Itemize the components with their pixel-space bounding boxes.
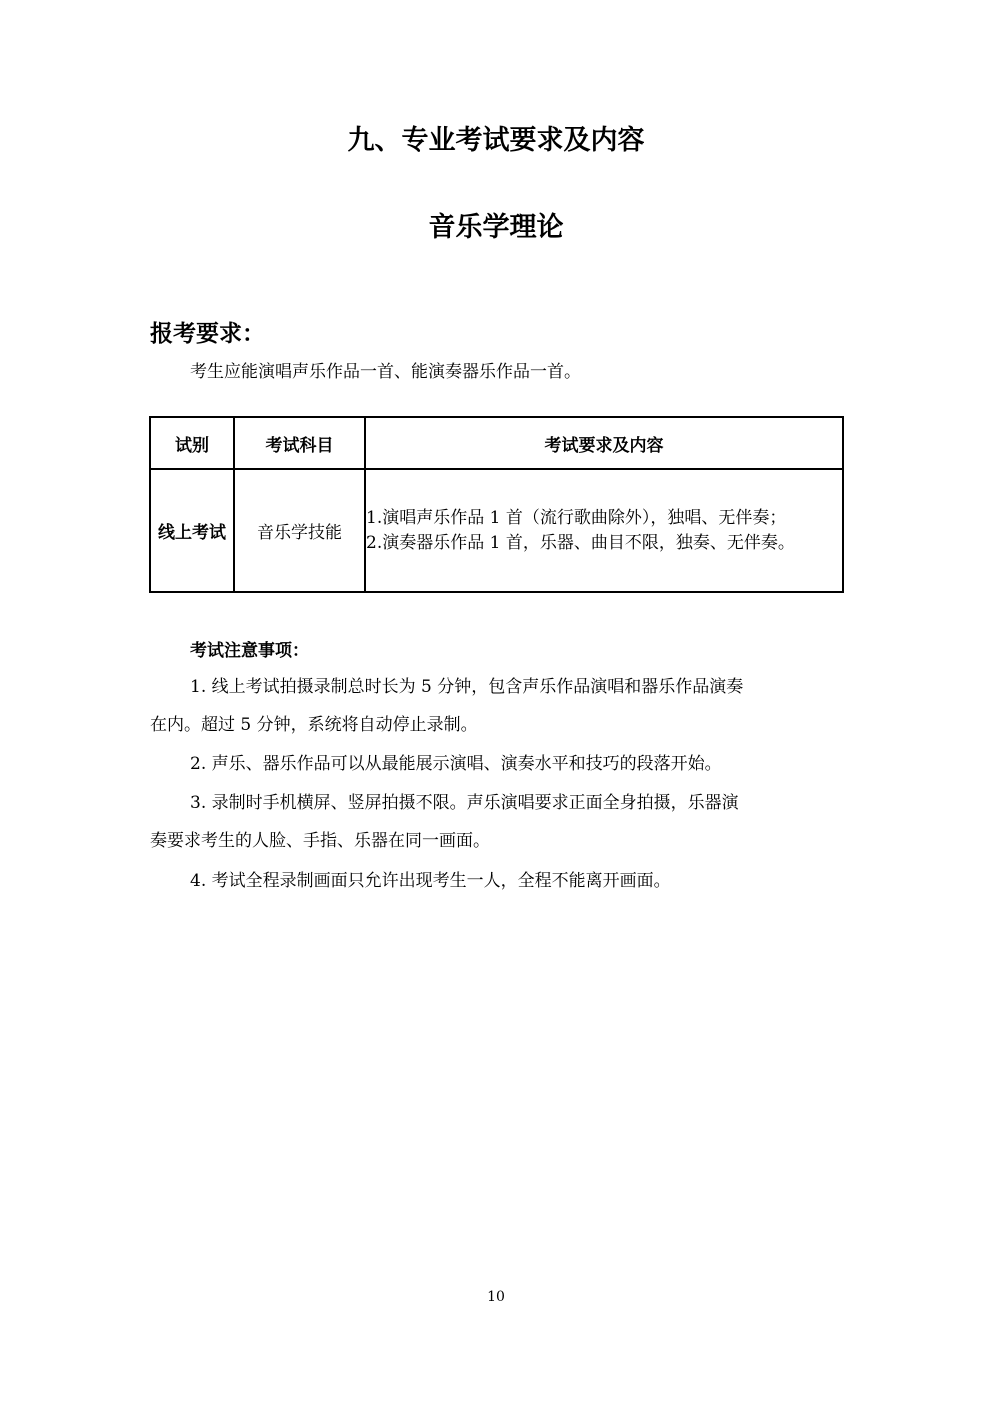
section-title: 音乐学理论 xyxy=(428,212,564,243)
exam-table xyxy=(149,416,844,593)
page-number: 10 xyxy=(487,1289,505,1305)
content-line: 2.演奏器乐作品 1 首，乐器、曲目不限，独奏、无伴奏。 xyxy=(366,532,795,553)
page-title: 九、专业考试要求及内容 xyxy=(347,125,645,156)
header-subject: 考试科目 xyxy=(234,417,365,469)
notes-heading: 考试注意事项： xyxy=(190,641,309,661)
note-item xyxy=(150,745,850,783)
content-line: 1.演唱声乐作品 1 首（流行歌曲除外），独唱、无伴奏； xyxy=(366,507,787,528)
note-item xyxy=(150,668,850,744)
requirements-heading: 报考要求： xyxy=(150,321,265,347)
header-content: 考试要求及内容 xyxy=(365,417,843,469)
note-line: 在内。超过 5 分钟，系统将自动停止录制。 xyxy=(150,715,478,735)
header-exam-type: 试别 xyxy=(150,417,234,469)
cell-exam-type: 线上考试 xyxy=(150,469,234,592)
requirements-text: 考生应能演唱声乐作品一首、能演奏器乐作品一首。 xyxy=(190,362,581,382)
note-item xyxy=(150,862,850,900)
note-line: 4. 考试全程录制画面只允许出现考生一人，全程不能离开画面。 xyxy=(190,871,671,891)
note-line: 1. 线上考试拍摄录制总时长为 5 分钟，包含声乐作品演唱和器乐作品演奏 xyxy=(190,677,744,697)
table-row xyxy=(150,469,843,592)
cell-subject: 音乐学技能 xyxy=(234,469,365,592)
table-header-row xyxy=(150,417,843,469)
note-item xyxy=(150,784,850,860)
note-line: 2. 声乐、器乐作品可以从最能展示演唱、演奏水平和技巧的段落开始。 xyxy=(190,754,722,774)
cell-content xyxy=(365,469,843,592)
note-line: 3. 录制时手机横屏、竖屏拍摄不限。声乐演唱要求正面全身拍摄，乐器演 xyxy=(190,793,739,813)
note-line: 奏要求考生的人脸、手指、乐器在同一画面。 xyxy=(150,831,490,851)
